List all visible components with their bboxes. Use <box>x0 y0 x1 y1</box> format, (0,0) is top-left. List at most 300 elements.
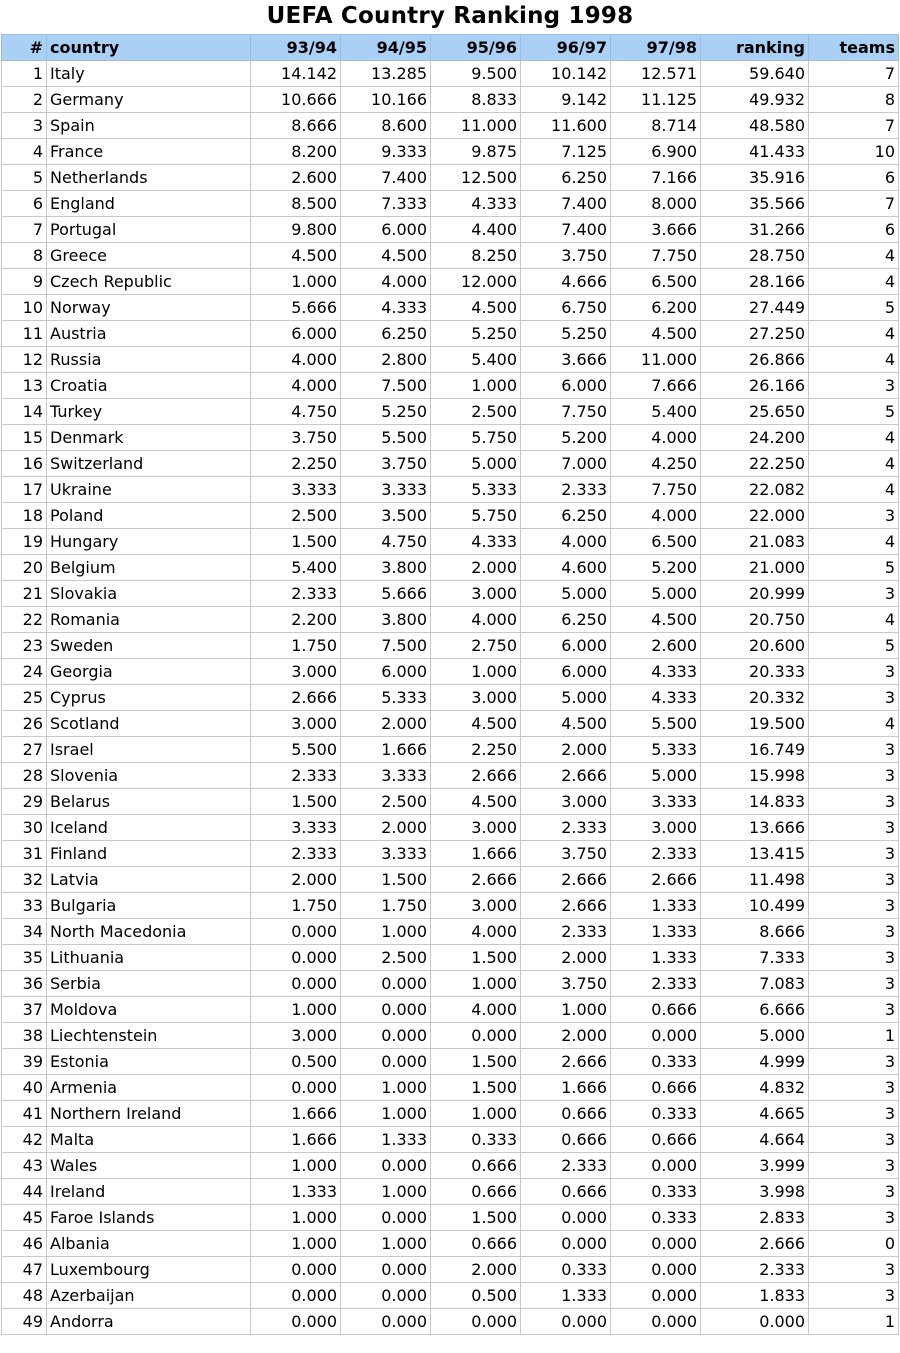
column-header-season-94-95[interactable]: 94/95 <box>341 35 431 61</box>
season-96-97-cell: 1.333 <box>521 1283 611 1309</box>
teams-cell: 3 <box>809 1075 899 1101</box>
rank-cell: 39 <box>2 1049 47 1075</box>
season-95-96-cell: 1.500 <box>431 945 521 971</box>
season-93-94-cell: 0.000 <box>251 1075 341 1101</box>
season-95-96-cell: 0.500 <box>431 1283 521 1309</box>
season-96-97-cell: 0.333 <box>521 1257 611 1283</box>
season-93-94-cell: 4.750 <box>251 399 341 425</box>
season-93-94-cell: 3.000 <box>251 711 341 737</box>
season-95-96-cell: 2.500 <box>431 399 521 425</box>
season-97-98-cell: 7.666 <box>611 373 701 399</box>
season-95-96-cell: 4.000 <box>431 997 521 1023</box>
teams-cell: 3 <box>809 1127 899 1153</box>
table-row <box>2 191 899 217</box>
ranking-cell: 6.666 <box>701 997 809 1023</box>
country-cell: Georgia <box>47 659 251 685</box>
country-cell: Croatia <box>47 373 251 399</box>
season-97-98-cell: 8.000 <box>611 191 701 217</box>
country-cell: Ukraine <box>47 477 251 503</box>
season-97-98-cell: 2.333 <box>611 971 701 997</box>
season-93-94-cell: 4.000 <box>251 347 341 373</box>
season-96-97-cell: 0.000 <box>521 1309 611 1335</box>
country-cell: Germany <box>47 87 251 113</box>
country-cell: Austria <box>47 321 251 347</box>
table-row <box>2 555 899 581</box>
season-94-95-cell: 13.285 <box>341 61 431 87</box>
rank-cell: 3 <box>2 113 47 139</box>
country-cell: Malta <box>47 1127 251 1153</box>
season-97-98-cell: 7.750 <box>611 477 701 503</box>
season-94-95-cell: 1.000 <box>341 1101 431 1127</box>
table-row <box>2 1231 899 1257</box>
country-cell: Wales <box>47 1153 251 1179</box>
rank-cell: 4 <box>2 139 47 165</box>
table-body <box>2 61 899 1335</box>
season-93-94-cell: 5.666 <box>251 295 341 321</box>
season-94-95-cell: 1.000 <box>341 1231 431 1257</box>
ranking-cell: 28.750 <box>701 243 809 269</box>
rank-cell: 36 <box>2 971 47 997</box>
season-95-96-cell: 0.000 <box>431 1309 521 1335</box>
table-row <box>2 269 899 295</box>
teams-cell: 3 <box>809 893 899 919</box>
season-96-97-cell: 2.333 <box>521 477 611 503</box>
season-94-95-cell: 5.250 <box>341 399 431 425</box>
season-93-94-cell: 0.000 <box>251 919 341 945</box>
table-row <box>2 1257 899 1283</box>
country-cell: France <box>47 139 251 165</box>
table-row <box>2 1205 899 1231</box>
season-97-98-cell: 3.000 <box>611 815 701 841</box>
season-95-96-cell: 2.666 <box>431 867 521 893</box>
season-96-97-cell: 3.750 <box>521 841 611 867</box>
season-97-98-cell: 5.333 <box>611 737 701 763</box>
teams-cell: 3 <box>809 919 899 945</box>
season-97-98-cell: 0.000 <box>611 1283 701 1309</box>
season-93-94-cell: 4.500 <box>251 243 341 269</box>
ranking-cell: 48.580 <box>701 113 809 139</box>
rank-cell: 25 <box>2 685 47 711</box>
country-cell: Finland <box>47 841 251 867</box>
season-97-98-cell: 3.333 <box>611 789 701 815</box>
rank-cell: 14 <box>2 399 47 425</box>
season-97-98-cell: 0.666 <box>611 1127 701 1153</box>
season-97-98-cell: 4.333 <box>611 659 701 685</box>
rank-cell: 19 <box>2 529 47 555</box>
season-95-96-cell: 5.750 <box>431 503 521 529</box>
season-97-98-cell: 6.200 <box>611 295 701 321</box>
season-97-98-cell: 6.500 <box>611 269 701 295</box>
country-cell: Hungary <box>47 529 251 555</box>
season-95-96-cell: 4.500 <box>431 711 521 737</box>
season-93-94-cell: 1.333 <box>251 1179 341 1205</box>
teams-cell: 3 <box>809 1257 899 1283</box>
rank-cell: 49 <box>2 1309 47 1335</box>
ranking-cell: 28.166 <box>701 269 809 295</box>
country-cell: Cyprus <box>47 685 251 711</box>
ranking-cell: 27.449 <box>701 295 809 321</box>
season-95-96-cell: 2.000 <box>431 1257 521 1283</box>
season-97-98-cell: 0.666 <box>611 997 701 1023</box>
season-95-96-cell: 3.000 <box>431 815 521 841</box>
season-95-96-cell: 4.400 <box>431 217 521 243</box>
country-cell: Estonia <box>47 1049 251 1075</box>
season-95-96-cell: 9.500 <box>431 61 521 87</box>
table-row <box>2 893 899 919</box>
season-96-97-cell: 9.142 <box>521 87 611 113</box>
column-header-teams[interactable]: teams <box>809 35 899 61</box>
season-97-98-cell: 2.333 <box>611 841 701 867</box>
season-94-95-cell: 7.500 <box>341 633 431 659</box>
season-95-96-cell: 3.000 <box>431 685 521 711</box>
season-96-97-cell: 5.000 <box>521 685 611 711</box>
season-94-95-cell: 0.000 <box>341 1257 431 1283</box>
season-95-96-cell: 2.666 <box>431 763 521 789</box>
country-cell: Czech Republic <box>47 269 251 295</box>
season-94-95-cell: 10.166 <box>341 87 431 113</box>
table-row <box>2 815 899 841</box>
season-94-95-cell: 0.000 <box>341 1023 431 1049</box>
rank-cell: 13 <box>2 373 47 399</box>
teams-cell: 8 <box>809 87 899 113</box>
rank-cell: 32 <box>2 867 47 893</box>
season-97-98-cell: 0.000 <box>611 1309 701 1335</box>
season-97-98-cell: 3.666 <box>611 217 701 243</box>
season-93-94-cell: 8.666 <box>251 113 341 139</box>
season-97-98-cell: 4.000 <box>611 503 701 529</box>
season-94-95-cell: 3.800 <box>341 555 431 581</box>
rank-cell: 41 <box>2 1101 47 1127</box>
country-cell: Netherlands <box>47 165 251 191</box>
table-row <box>2 1309 899 1335</box>
season-94-95-cell: 6.000 <box>341 217 431 243</box>
season-95-96-cell: 9.875 <box>431 139 521 165</box>
teams-cell: 3 <box>809 1283 899 1309</box>
ranking-cell: 26.866 <box>701 347 809 373</box>
table-row <box>2 87 899 113</box>
rank-cell: 2 <box>2 87 47 113</box>
country-cell: Romania <box>47 607 251 633</box>
ranking-cell: 2.333 <box>701 1257 809 1283</box>
season-94-95-cell: 0.000 <box>341 1205 431 1231</box>
season-95-96-cell: 2.000 <box>431 555 521 581</box>
season-95-96-cell: 4.000 <box>431 607 521 633</box>
season-93-94-cell: 0.500 <box>251 1049 341 1075</box>
column-header-season-95-96[interactable]: 95/96 <box>431 35 521 61</box>
ranking-cell: 5.000 <box>701 1023 809 1049</box>
season-93-94-cell: 1.666 <box>251 1101 341 1127</box>
season-96-97-cell: 6.000 <box>521 633 611 659</box>
teams-cell: 10 <box>809 139 899 165</box>
column-header-season-93-94[interactable]: 93/94 <box>251 35 341 61</box>
rank-cell: 37 <box>2 997 47 1023</box>
rank-cell: 44 <box>2 1179 47 1205</box>
season-96-97-cell: 1.666 <box>521 1075 611 1101</box>
season-93-94-cell: 0.000 <box>251 1257 341 1283</box>
season-97-98-cell: 0.000 <box>611 1231 701 1257</box>
season-94-95-cell: 8.600 <box>341 113 431 139</box>
column-header-country[interactable]: country <box>47 35 251 61</box>
country-cell: Bulgaria <box>47 893 251 919</box>
country-cell: Spain <box>47 113 251 139</box>
ranking-cell: 14.833 <box>701 789 809 815</box>
ranking-cell: 20.600 <box>701 633 809 659</box>
season-94-95-cell: 1.000 <box>341 1179 431 1205</box>
table-row <box>2 347 899 373</box>
season-94-95-cell: 0.000 <box>341 1309 431 1335</box>
teams-cell: 4 <box>809 529 899 555</box>
season-94-95-cell: 5.666 <box>341 581 431 607</box>
season-97-98-cell: 12.571 <box>611 61 701 87</box>
rank-cell: 35 <box>2 945 47 971</box>
season-93-94-cell: 3.333 <box>251 815 341 841</box>
season-96-97-cell: 0.666 <box>521 1127 611 1153</box>
season-96-97-cell: 2.666 <box>521 867 611 893</box>
rank-cell: 17 <box>2 477 47 503</box>
ranking-cell: 21.000 <box>701 555 809 581</box>
ranking-cell: 22.250 <box>701 451 809 477</box>
season-94-95-cell: 0.000 <box>341 1153 431 1179</box>
country-cell: Lithuania <box>47 945 251 971</box>
season-97-98-cell: 0.666 <box>611 1075 701 1101</box>
ranking-cell: 3.998 <box>701 1179 809 1205</box>
season-96-97-cell: 6.000 <box>521 659 611 685</box>
rank-cell: 16 <box>2 451 47 477</box>
season-96-97-cell: 3.666 <box>521 347 611 373</box>
teams-cell: 3 <box>809 1049 899 1075</box>
season-96-97-cell: 4.000 <box>521 529 611 555</box>
country-cell: England <box>47 191 251 217</box>
teams-cell: 3 <box>809 503 899 529</box>
rank-cell: 26 <box>2 711 47 737</box>
season-94-95-cell: 4.000 <box>341 269 431 295</box>
column-header-season-97-98[interactable]: 97/98 <box>611 35 701 61</box>
teams-cell: 4 <box>809 477 899 503</box>
table-row <box>2 321 899 347</box>
season-93-94-cell: 1.500 <box>251 789 341 815</box>
table-row <box>2 1127 899 1153</box>
country-cell: Portugal <box>47 217 251 243</box>
season-95-96-cell: 5.750 <box>431 425 521 451</box>
season-96-97-cell: 0.666 <box>521 1101 611 1127</box>
teams-cell: 6 <box>809 217 899 243</box>
season-95-96-cell: 1.000 <box>431 1101 521 1127</box>
column-header-rank[interactable]: # <box>2 35 47 61</box>
teams-cell: 1 <box>809 1309 899 1335</box>
table-row <box>2 789 899 815</box>
season-93-94-cell: 1.000 <box>251 269 341 295</box>
season-96-97-cell: 2.000 <box>521 945 611 971</box>
season-95-96-cell: 4.500 <box>431 295 521 321</box>
season-96-97-cell: 0.000 <box>521 1231 611 1257</box>
season-94-95-cell: 5.333 <box>341 685 431 711</box>
country-cell: Albania <box>47 1231 251 1257</box>
season-94-95-cell: 1.333 <box>341 1127 431 1153</box>
season-95-96-cell: 5.333 <box>431 477 521 503</box>
season-93-94-cell: 5.500 <box>251 737 341 763</box>
teams-cell: 3 <box>809 867 899 893</box>
season-94-95-cell: 3.500 <box>341 503 431 529</box>
season-93-94-cell: 0.000 <box>251 1283 341 1309</box>
table-row <box>2 945 899 971</box>
table-row <box>2 217 899 243</box>
season-97-98-cell: 0.333 <box>611 1179 701 1205</box>
season-97-98-cell: 4.000 <box>611 425 701 451</box>
teams-cell: 4 <box>809 451 899 477</box>
season-97-98-cell: 4.333 <box>611 685 701 711</box>
season-95-96-cell: 11.000 <box>431 113 521 139</box>
season-93-94-cell: 2.333 <box>251 581 341 607</box>
season-96-97-cell: 11.600 <box>521 113 611 139</box>
column-header-ranking[interactable]: ranking <box>701 35 809 61</box>
ranking-cell: 4.665 <box>701 1101 809 1127</box>
rank-cell: 8 <box>2 243 47 269</box>
column-header-season-96-97[interactable]: 96/97 <box>521 35 611 61</box>
table-row <box>2 737 899 763</box>
table-row <box>2 1075 899 1101</box>
rank-cell: 12 <box>2 347 47 373</box>
ranking-cell: 7.333 <box>701 945 809 971</box>
country-cell: Northern Ireland <box>47 1101 251 1127</box>
ranking-cell: 2.833 <box>701 1205 809 1231</box>
season-93-94-cell: 3.750 <box>251 425 341 451</box>
season-94-95-cell: 5.500 <box>341 425 431 451</box>
ranking-cell: 26.166 <box>701 373 809 399</box>
season-95-96-cell: 0.666 <box>431 1153 521 1179</box>
teams-cell: 3 <box>809 971 899 997</box>
season-94-95-cell: 3.800 <box>341 607 431 633</box>
season-93-94-cell: 0.000 <box>251 945 341 971</box>
table-row <box>2 113 899 139</box>
season-95-96-cell: 12.000 <box>431 269 521 295</box>
ranking-cell: 13.415 <box>701 841 809 867</box>
teams-cell: 3 <box>809 1153 899 1179</box>
season-94-95-cell: 7.333 <box>341 191 431 217</box>
table-row <box>2 451 899 477</box>
country-cell: Azerbaijan <box>47 1283 251 1309</box>
table-row <box>2 1049 899 1075</box>
teams-cell: 4 <box>809 321 899 347</box>
season-96-97-cell: 6.250 <box>521 165 611 191</box>
table-row <box>2 503 899 529</box>
season-93-94-cell: 2.333 <box>251 841 341 867</box>
table-row <box>2 633 899 659</box>
season-94-95-cell: 9.333 <box>341 139 431 165</box>
season-97-98-cell: 7.166 <box>611 165 701 191</box>
season-97-98-cell: 6.500 <box>611 529 701 555</box>
season-97-98-cell: 0.333 <box>611 1049 701 1075</box>
season-93-94-cell: 4.000 <box>251 373 341 399</box>
season-96-97-cell: 3.000 <box>521 789 611 815</box>
season-96-97-cell: 7.125 <box>521 139 611 165</box>
teams-cell: 4 <box>809 607 899 633</box>
rank-cell: 28 <box>2 763 47 789</box>
table-header-row <box>2 35 899 61</box>
ranking-cell: 35.566 <box>701 191 809 217</box>
country-cell: Belarus <box>47 789 251 815</box>
season-95-96-cell: 5.250 <box>431 321 521 347</box>
season-93-94-cell: 1.000 <box>251 1231 341 1257</box>
season-95-96-cell: 1.500 <box>431 1205 521 1231</box>
country-cell: Greece <box>47 243 251 269</box>
ranking-cell: 59.640 <box>701 61 809 87</box>
season-96-97-cell: 7.400 <box>521 191 611 217</box>
season-95-96-cell: 5.400 <box>431 347 521 373</box>
teams-cell: 3 <box>809 1205 899 1231</box>
season-95-96-cell: 3.000 <box>431 581 521 607</box>
teams-cell: 7 <box>809 61 899 87</box>
season-94-95-cell: 2.000 <box>341 815 431 841</box>
country-cell: Belgium <box>47 555 251 581</box>
ranking-cell: 20.333 <box>701 659 809 685</box>
season-96-97-cell: 5.250 <box>521 321 611 347</box>
teams-cell: 5 <box>809 399 899 425</box>
table-row <box>2 867 899 893</box>
season-93-94-cell: 1.750 <box>251 893 341 919</box>
rank-cell: 43 <box>2 1153 47 1179</box>
season-97-98-cell: 6.900 <box>611 139 701 165</box>
ranking-cell: 20.332 <box>701 685 809 711</box>
season-96-97-cell: 5.200 <box>521 425 611 451</box>
season-93-94-cell: 0.000 <box>251 971 341 997</box>
country-cell: Luxembourg <box>47 1257 251 1283</box>
table-row <box>2 971 899 997</box>
teams-cell: 1 <box>809 1023 899 1049</box>
rank-cell: 46 <box>2 1231 47 1257</box>
season-97-98-cell: 1.333 <box>611 893 701 919</box>
table-row <box>2 711 899 737</box>
season-96-97-cell: 2.666 <box>521 893 611 919</box>
season-94-95-cell: 0.000 <box>341 971 431 997</box>
ranking-cell: 16.749 <box>701 737 809 763</box>
season-94-95-cell: 2.500 <box>341 945 431 971</box>
ranking-cell: 13.666 <box>701 815 809 841</box>
season-94-95-cell: 1.000 <box>341 1075 431 1101</box>
country-cell: Scotland <box>47 711 251 737</box>
season-97-98-cell: 1.333 <box>611 945 701 971</box>
season-97-98-cell: 2.666 <box>611 867 701 893</box>
season-93-94-cell: 1.750 <box>251 633 341 659</box>
ranking-cell: 8.666 <box>701 919 809 945</box>
country-cell: Sweden <box>47 633 251 659</box>
season-97-98-cell: 11.125 <box>611 87 701 113</box>
season-95-96-cell: 2.750 <box>431 633 521 659</box>
season-94-95-cell: 3.333 <box>341 477 431 503</box>
table-row <box>2 61 899 87</box>
ranking-cell: 1.833 <box>701 1283 809 1309</box>
rank-cell: 24 <box>2 659 47 685</box>
teams-cell: 6 <box>809 165 899 191</box>
rank-cell: 6 <box>2 191 47 217</box>
season-94-95-cell: 2.000 <box>341 711 431 737</box>
table-row <box>2 477 899 503</box>
season-93-94-cell: 2.600 <box>251 165 341 191</box>
table-row <box>2 1023 899 1049</box>
season-96-97-cell: 6.250 <box>521 607 611 633</box>
ranking-cell: 22.082 <box>701 477 809 503</box>
rank-cell: 18 <box>2 503 47 529</box>
table-row <box>2 1101 899 1127</box>
rank-cell: 31 <box>2 841 47 867</box>
season-95-96-cell: 4.333 <box>431 529 521 555</box>
rank-cell: 5 <box>2 165 47 191</box>
teams-cell: 7 <box>809 113 899 139</box>
season-93-94-cell: 8.500 <box>251 191 341 217</box>
season-96-97-cell: 2.333 <box>521 1153 611 1179</box>
table-row <box>2 243 899 269</box>
teams-cell: 4 <box>809 243 899 269</box>
rank-cell: 11 <box>2 321 47 347</box>
